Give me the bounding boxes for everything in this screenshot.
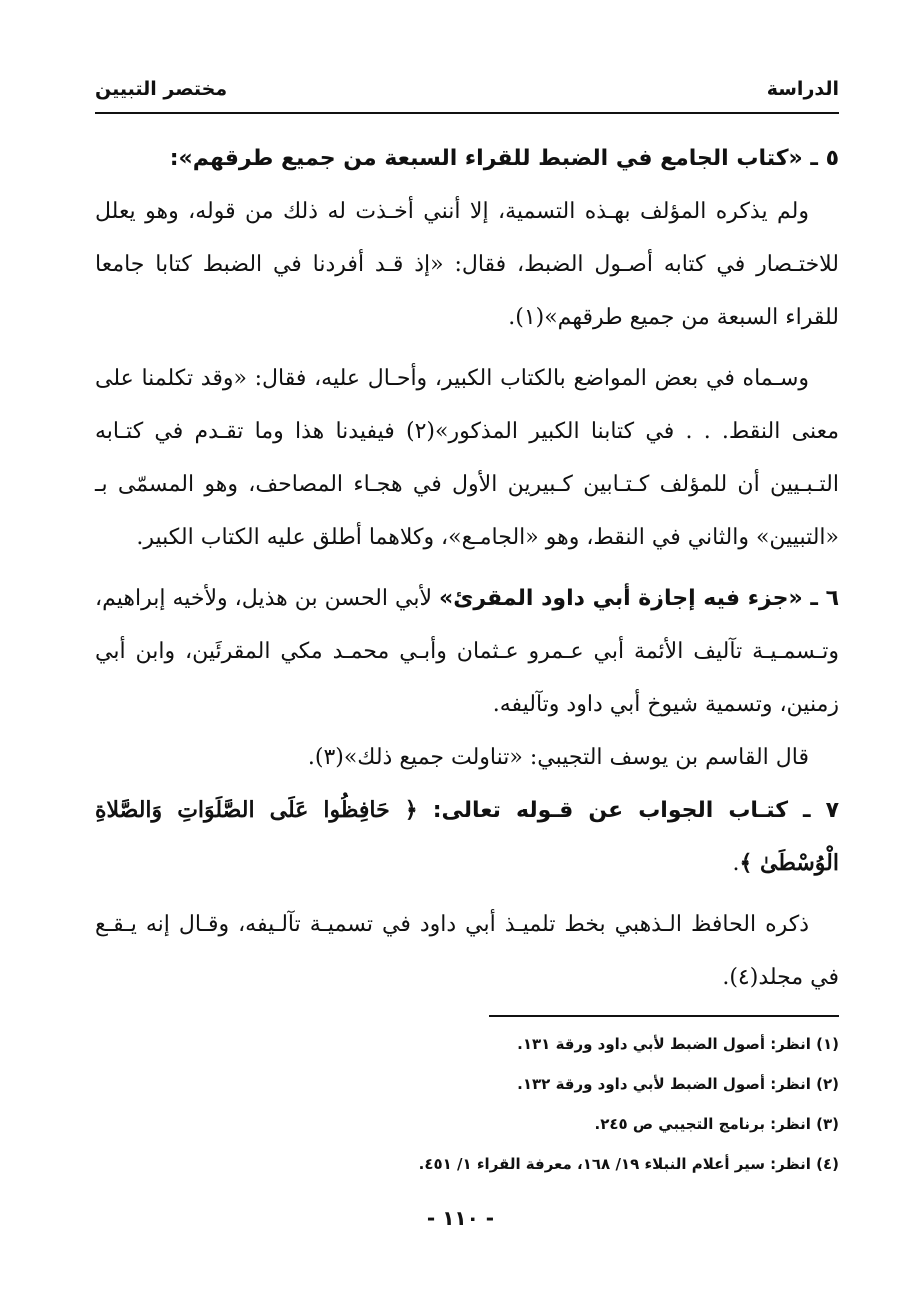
running-header [95, 72, 839, 114]
page-number: - ١١٠ - [426, 1206, 495, 1230]
footnote-divider [489, 1015, 839, 1017]
item-6-text: لأبي الحسن بن هذيل، ولأخيه إبراهيم، وتـسمـيـة تآليف الأئمة أبي عـمرو عـثمان وأبـي محمـد مكي المقرئَين، وابن أبي زمنين، وتسمية شيوخ أبي داود وتآليفه. [95, 586, 839, 717]
item-5-title: ٥ ـ «كتاب الجامع في الضبط للقراء السبعة من جميع طرقهم»: [169, 146, 839, 171]
header-book-title: مختصر التبيين [95, 78, 228, 100]
item-7-title: ٧ ـ كتـاب الجواب عن قـوله تعالى: [417, 798, 840, 823]
item-5-paragraph-1: ولم يذكره المؤلف بهـذه التسمية، إلا أنني أخـذت له ذلك من قوله، وهو يعلل للاختـصار في كتابه أصـول الضبط، فقال: «إذ قـد أفردنا في الضبط كتابا جامعا للقراء السبعة من جميع طرقهم»(١). [95, 199, 839, 330]
footnote-1: (١) انظر: أصول الضبط لأبي داود ورقة ١٣١. [517, 1035, 839, 1053]
main-text [95, 132, 839, 1004]
item-7-paragraph [95, 784, 839, 890]
item-7-paragraph-1: ذكره الحافظ الـذهبي بخط تلميـذ أبي داود في تسميـة تآلـيفه، وقـال إنه يـقـع في مجلد(٤). [95, 912, 839, 990]
header-section-title: الدراسة [766, 78, 839, 100]
footnote-3: (٣) انظر: برنامج التجيبي ص ٢٤٥. [594, 1115, 839, 1133]
quran-verse: ﴿ حَافِظُوا عَلَى الصَّلَوَاتِ وَالصَّلاةِ الْوُسْطَىٰ ﴾ [95, 797, 839, 876]
footnote-4: (٤) انظر: سير أعلام النبلاء ١٩/ ١٦٨، معرفة القراء ١/ ٤٥١. [418, 1155, 839, 1173]
footnotes [95, 1015, 839, 1177]
item-6-paragraph [95, 572, 839, 731]
footnote-2: (٢) انظر: أصول الضبط لأبي داود ورقة ١٣٢. [517, 1075, 839, 1093]
item-7-end: . [732, 851, 740, 876]
item-6-quote: قال القاسم بن يوسف التجيبي: «تناولت جميع ذلك»(٣). [307, 745, 809, 770]
item-5-paragraph-2: وسـماه في بعض المواضع بالكتاب الكبير، وأحـال عليه، فقال: «وقد تكلمنا على معنى النقط. . . في كتابنا الكبير المذكور»(٢) فيفيدنا هذا وما تقـدم في كتـابه التـبـيين أن للمؤلف كـتـابين كـبيرين الأول في هجـاء المصاحف، وهو المسمّى بـ «التبيين» والثاني في النقط، وهو «الجامـع»، وكلاهما أطلق عليه الكتاب الكبير. [95, 366, 839, 550]
item-6-title: ٦ ـ «جزء فيه إجازة أبي داود المقرئ» [439, 586, 839, 611]
